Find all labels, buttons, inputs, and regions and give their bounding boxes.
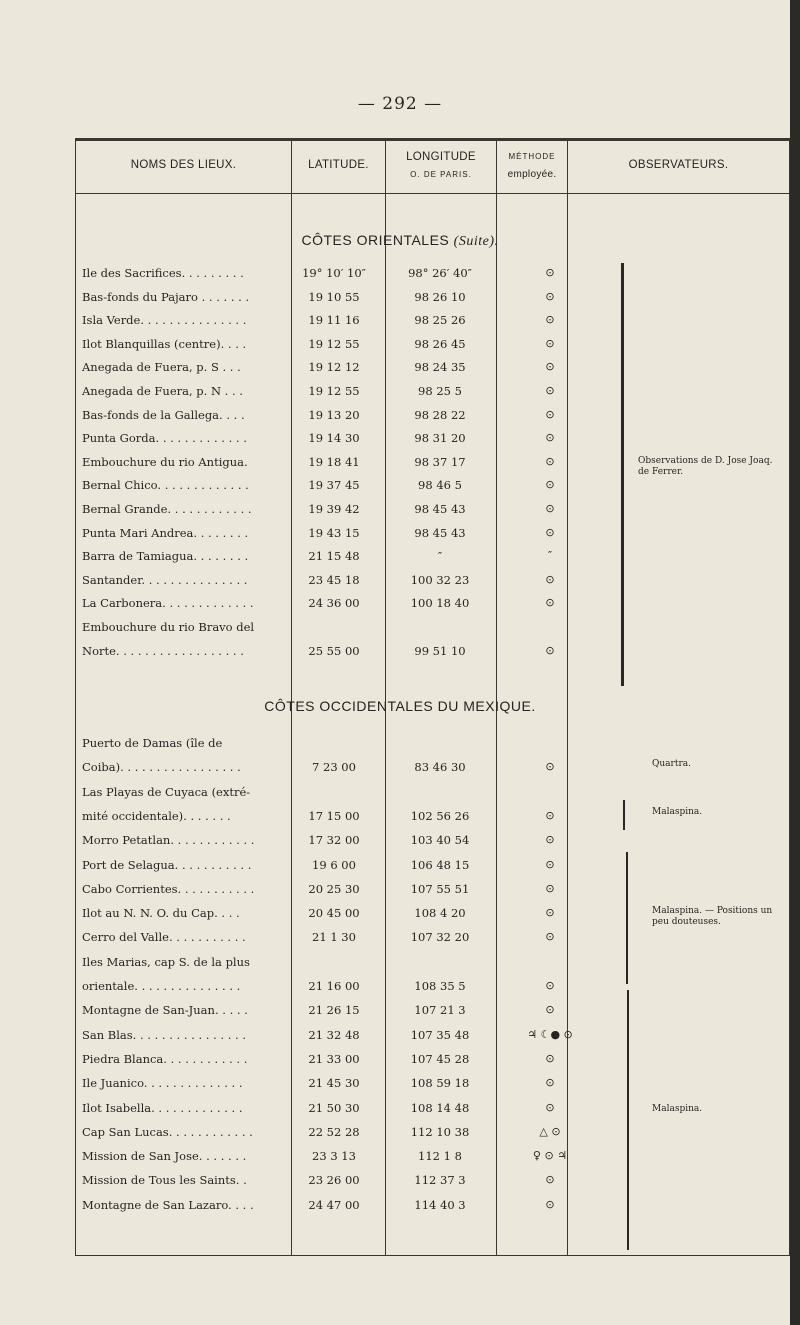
header-observers: OBSERVATEURS. — [628, 159, 729, 171]
page-binding-edge — [790, 0, 800, 1325]
longitude-value: 98 31 20 — [414, 431, 466, 446]
method-symbol: ⊙ — [545, 1076, 555, 1090]
latitude-value: 21 26 15 — [308, 1003, 360, 1018]
latitude-value: 21 15 48 — [308, 549, 360, 564]
latitude-value: 19 12 55 — [308, 384, 360, 398]
place-name: Bernal Grande. . . . . . . . . . . . — [82, 502, 252, 516]
latitude-value: 17 15 00 — [308, 808, 360, 823]
method-symbol: ⊙ — [545, 431, 555, 445]
method-symbol: ⊙ — [545, 833, 555, 847]
method-symbol: ⊙ — [545, 502, 555, 515]
section-title-orientales — [0, 232, 800, 250]
latitude-value: 19 43 15 — [308, 525, 360, 540]
method-symbol: △ ⊙ — [539, 1124, 561, 1138]
latitude-value: 19 14 30 — [308, 431, 360, 446]
longitude-value: 102 56 26 — [410, 808, 470, 823]
method-symbol: ⊙ — [545, 289, 555, 303]
observers-brace-orientales — [621, 263, 624, 686]
place-name: Norte. . . . . . . . . . . . . . . . . . — [82, 643, 244, 658]
section-title-orientales-text: CÔTES ORIENTALES — [301, 232, 450, 248]
header-names: NOMS DES LIEUX. — [130, 159, 237, 171]
longitude-value: ″ — [437, 549, 443, 564]
method-symbol: ⊙ — [545, 881, 555, 895]
latitude-value: 19 6 00 — [312, 857, 356, 872]
longitude-value: 108 59 18 — [410, 1076, 470, 1091]
section-title-occidentales: CÔTES OCCIDENTALES DU MEXIQUE. — [264, 698, 536, 714]
longitude-value: 103 40 54 — [410, 833, 470, 848]
longitude-value: 98 45 43 — [414, 502, 466, 516]
place-name: Anegada de Fuera, p. N . . . — [82, 384, 243, 398]
place-name: orientale. . . . . . . . . . . . . . . — [82, 979, 241, 993]
longitude-value: 99 51 10 — [414, 643, 466, 658]
longitude-value: 108 4 20 — [414, 906, 466, 921]
latitude-value: 21 1 30 — [312, 930, 356, 945]
header-method-sub: employée. — [507, 169, 557, 180]
table-bottom-rule — [75, 1255, 790, 1256]
header-method — [497, 150, 567, 182]
method-symbol: ⊙ — [545, 478, 555, 492]
latitude-value: 19° 10′ 10″ — [302, 266, 366, 280]
method-symbol: ⊙ — [545, 336, 555, 350]
longitude-value: 107 32 20 — [410, 930, 470, 945]
latitude-value: 21 32 48 — [308, 1027, 360, 1042]
latitude-value: 22 52 28 — [308, 1124, 360, 1139]
place-name: mité occidentale). . . . . . . — [82, 808, 231, 823]
longitude-value: 112 10 38 — [410, 1124, 470, 1139]
place-name: Embouchure du rio Antigua. — [82, 454, 248, 469]
place-name: Mission de San Jose. . . . . . . — [82, 1149, 247, 1164]
header-longitude-label: LONGITUDE — [406, 151, 476, 163]
place-name: Santander. . . . . . . . . . . . . . . — [82, 572, 248, 587]
place-name: Embouchure du rio Bravo del — [82, 620, 255, 634]
longitude-value: 106 48 15 — [410, 857, 470, 872]
header-longitude — [386, 150, 496, 182]
method-symbol: ⊙ — [545, 760, 555, 774]
observer-note-malaspina-2: Malaspina. — [652, 1104, 703, 1114]
method-symbol: ⊙ — [545, 643, 555, 657]
observers-brace-doubtful — [626, 852, 628, 984]
latitude-value: 20 25 30 — [308, 881, 360, 896]
latitude-value: 7 23 00 — [312, 760, 356, 775]
method-symbol: ⊙ — [545, 266, 555, 279]
header-latitude: LATITUDE. — [308, 159, 369, 171]
header-bottom-rule — [75, 193, 790, 194]
longitude-value: 98 28 22 — [414, 407, 466, 422]
observer-note-malaspina-doubtful: Malaspina. — Positions un peu douteuses. — [652, 906, 773, 927]
page-number: — 292 — — [357, 94, 443, 114]
latitude-value: 23 26 00 — [308, 1173, 360, 1188]
method-symbol: ♀ ⊙ ♃ — [532, 1149, 568, 1163]
method-symbol: ⊙ — [545, 906, 555, 920]
method-symbol: ⊙ — [545, 808, 555, 822]
place-name: Piedra Blanca. . . . . . . . . . . . — [82, 1051, 248, 1066]
method-symbol: ⊙ — [545, 525, 555, 539]
longitude-value: 107 55 51 — [410, 881, 470, 896]
latitude-value: 21 33 00 — [308, 1051, 360, 1066]
place-name: Puerto de Damas (île de — [82, 736, 223, 750]
longitude-value: 112 37 3 — [414, 1173, 466, 1188]
place-name: Montagne de San Lazaro. . . . — [82, 1197, 254, 1212]
place-name: Bas-fonds de la Gallega. . . . — [82, 407, 245, 422]
place-name: Mission de Tous les Saints. . — [82, 1173, 247, 1188]
section-title-orientales-suffix: (Suite). — [453, 234, 499, 249]
method-symbol: ⊙ — [545, 313, 555, 327]
table-top-rule — [75, 138, 790, 141]
longitude-value: 108 14 48 — [410, 1100, 470, 1115]
latitude-value: 21 45 30 — [308, 1076, 360, 1091]
method-symbol: ⊙ — [545, 572, 555, 586]
place-name: Iles Marias, cap S. de la plus — [82, 954, 250, 969]
latitude-value: 19 12 55 — [308, 336, 360, 351]
place-name: Ile des Sacrifices. . . . . . . . . — [82, 266, 244, 280]
method-symbol: ⊙ — [545, 1051, 555, 1065]
latitude-value: 20 45 00 — [308, 906, 360, 921]
place-name: Morro Petatlan. . . . . . . . . . . . — [82, 833, 255, 848]
observer-note-malaspina-1: Malaspina. — [652, 807, 703, 817]
latitude-value: 21 50 30 — [308, 1100, 360, 1115]
method-symbol: ⊙ — [545, 596, 555, 610]
observers-brace-malaspina-2 — [627, 990, 629, 1250]
place-name: Bernal Chico. . . . . . . . . . . . . — [82, 478, 249, 493]
place-name: Port de Selagua. . . . . . . . . . . — [82, 857, 252, 872]
place-name: Isla Verde. . . . . . . . . . . . . . . — [82, 313, 247, 328]
method-symbol: ⊙ — [545, 384, 555, 397]
method-symbol: ⊙ — [545, 1173, 555, 1187]
longitude-value: 107 21 3 — [414, 1003, 466, 1018]
method-symbol: ″ — [547, 549, 553, 563]
longitude-value: 107 45 28 — [410, 1051, 470, 1066]
place-name: San Blas. . . . . . . . . . . . . . . . — [82, 1027, 247, 1042]
place-name: Ilot Blanquillas (centre). . . . — [82, 336, 247, 351]
longitude-value: 114 40 3 — [414, 1197, 466, 1212]
method-symbol: ⊙ — [545, 1100, 555, 1114]
longitude-value: 108 35 5 — [414, 979, 466, 993]
longitude-value: 98 37 17 — [414, 454, 466, 469]
latitude-value: 24 47 00 — [308, 1197, 360, 1212]
place-name: La Carbonera. . . . . . . . . . . . . — [82, 596, 254, 611]
place-name: Bas-fonds du Pajaro . . . . . . . — [82, 289, 250, 304]
latitude-value: 23 45 18 — [308, 572, 360, 587]
latitude-value: 25 55 00 — [308, 643, 360, 658]
place-name: Anegada de Fuera, p. S . . . — [82, 360, 241, 375]
place-name: Punta Mari Andrea. . . . . . . . — [82, 525, 249, 540]
latitude-value: 17 32 00 — [308, 833, 360, 848]
place-name: Ile Juanico. . . . . . . . . . . . . . — [82, 1076, 243, 1091]
latitude-value: 19 39 42 — [308, 502, 360, 516]
observers-note-ferrer: Observations de D. Jose Joaq. de Ferrer. — [638, 456, 773, 477]
header-longitude-sub: O. DE PARIS. — [410, 170, 472, 179]
longitude-value: 100 32 23 — [410, 572, 470, 587]
place-name: Cabo Corrientes. . . . . . . . . . . — [82, 881, 255, 896]
place-name: Ilot Isabella. . . . . . . . . . . . . — [82, 1100, 243, 1115]
latitude-value: 23 3 13 — [312, 1149, 356, 1164]
longitude-value: 98° 26′ 40″ — [408, 266, 472, 280]
latitude-value: 19 11 16 — [308, 313, 360, 328]
place-name: Montagne de San-Juan. . . . . — [82, 1003, 248, 1018]
latitude-value: 19 18 41 — [308, 454, 360, 469]
observer-note-quartra: Quartra. — [652, 759, 691, 769]
method-symbol: ⊙ — [545, 407, 555, 421]
longitude-value: 98 46 5 — [418, 478, 462, 493]
longitude-value: 107 35 48 — [410, 1027, 470, 1042]
method-symbol: ⊙ — [545, 454, 555, 468]
method-symbol: ♃ ☾● ⊙ — [527, 1027, 573, 1041]
header-method-label: MÉTHODE — [508, 152, 556, 161]
longitude-value: 98 24 35 — [414, 360, 466, 375]
longitude-value: 98 45 43 — [414, 525, 466, 540]
place-name: Cerro del Valle. . . . . . . . . . . — [82, 930, 246, 945]
longitude-value: 83 46 30 — [414, 760, 466, 775]
method-symbol: ⊙ — [545, 1003, 555, 1017]
method-symbol: ⊙ — [545, 360, 555, 374]
place-name: Cap San Lucas. . . . . . . . . . . . — [82, 1124, 253, 1139]
latitude-value: 24 36 00 — [308, 596, 360, 611]
place-name: Coiba). . . . . . . . . . . . . . . . . — [82, 760, 241, 775]
place-name: Barra de Tamiagua. . . . . . . . — [82, 549, 249, 564]
longitude-value: 98 26 10 — [414, 289, 466, 304]
place-name: Punta Gorda. . . . . . . . . . . . . — [82, 431, 247, 446]
latitude-value: 19 37 45 — [308, 478, 360, 493]
latitude-value: 21 16 00 — [308, 979, 360, 993]
place-name: Ilot au N. N. O. du Cap. . . . — [82, 906, 240, 921]
longitude-value: 98 26 45 — [414, 336, 466, 351]
latitude-value: 19 12 12 — [308, 360, 360, 375]
longitude-value: 112 1 8 — [418, 1149, 462, 1164]
place-name: Las Playas de Cuyaca (extré- — [82, 784, 251, 799]
longitude-value: 98 25 5 — [418, 384, 462, 398]
method-symbol: ⊙ — [545, 857, 555, 871]
longitude-value: 100 18 40 — [410, 596, 470, 611]
method-symbol: ⊙ — [545, 930, 555, 944]
longitude-value: 98 25 26 — [414, 313, 466, 328]
method-symbol: ⊙ — [545, 979, 555, 992]
method-symbol: ⊙ — [545, 1197, 555, 1211]
latitude-value: 19 13 20 — [308, 407, 360, 422]
latitude-value: 19 10 55 — [308, 289, 360, 304]
observers-brace-malaspina-1 — [623, 800, 625, 830]
